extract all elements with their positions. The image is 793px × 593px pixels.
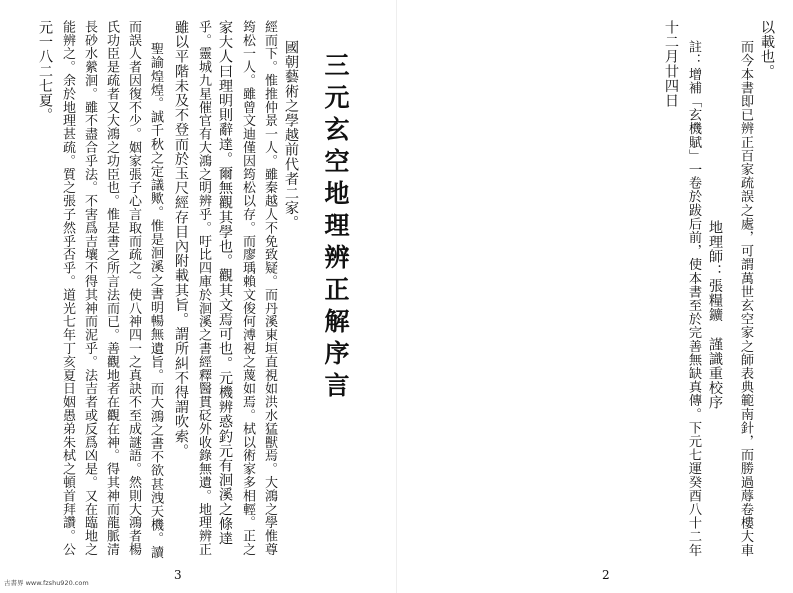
text-column: 乎。靈城九星催官有大鴻之明辨乎。吁比四庫於洄溪之書經釋醫貫砭外收錄無遺。地理辨正: [196, 20, 211, 556]
text-column: 而誤人者因復不少。姻家張子心言取而疏之。使八神四一之真訣不至成謎語。然則大鴻者楊: [126, 20, 141, 556]
text-column: 聖諭煌煌。誠千秋之定議歟。惟是洄溪之書明暢無遺旨。而大鴻之書不欲甚洩天機。讀: [148, 42, 163, 559]
text-column: 以載也。: [759, 20, 775, 79]
page-number: 2: [602, 568, 610, 582]
text-column: 元一八二七夏。: [37, 20, 53, 123]
right-page: [396, 0, 793, 593]
text-column: 長砂水縈洄。雖不盡合乎法。不害爲吉壤不得其神而泥乎。法吉者或反爲凶是。又在臨地之: [82, 20, 97, 556]
text-column: 能辨之。余於地理甚疏。質之張子然乎否乎。道光七年丁亥夏日姻愚弟朱栻之頓首拜讚。公: [60, 20, 75, 556]
text-column: 國朝藝術之學越前代者二家。: [283, 40, 299, 230]
text-column: 家大人曰理明則辭達。爾無觀其學也。觀其文焉可也。元機辨惑釣元有洄溪之條達: [217, 20, 233, 546]
text-column: 而今本書即已辨正百家疏誤之處，可謂萬世玄空家之師表典範南針，而勝過蓐卷樓大車: [738, 40, 753, 557]
signature-column: 地理師：張糧鑛 謹識重校序: [707, 220, 723, 410]
page-number: 3: [174, 568, 182, 582]
text-column: 氏功臣是疏者又大鴻之功臣也。惟是書之所言法而已。善觀地者在觀在神。得其神而龍脈清: [104, 20, 119, 556]
date-column: 十二月廿四日: [663, 20, 679, 108]
left-page: [0, 0, 396, 593]
preface-title: 三元玄空地理辨正解序言: [321, 52, 350, 404]
text-column: 筠松一人。雖曾文迪僅因筠松以存。而廖瑀賴文俊何溥視之蔑如焉。栻以術家多相輕。正之: [240, 20, 255, 556]
footer-watermark: 古書界 www.fzshu920.com: [4, 579, 89, 587]
text-column: 經而下。惟推仲景一人。雖秦越人不免致疑。而丹溪東垣直視如洪水猛獸焉。大鴻之學惟尊: [262, 20, 277, 556]
text-column: 雖以平階未及不登而於玉尺經存目內附載其旨。謂所糾不得謂吹索。: [173, 20, 189, 458]
text-column: 註：增補「玄機賦」一卷於跋后前，使本書至於完善無缺真傳。下元七運癸酉八十二年: [686, 40, 701, 557]
